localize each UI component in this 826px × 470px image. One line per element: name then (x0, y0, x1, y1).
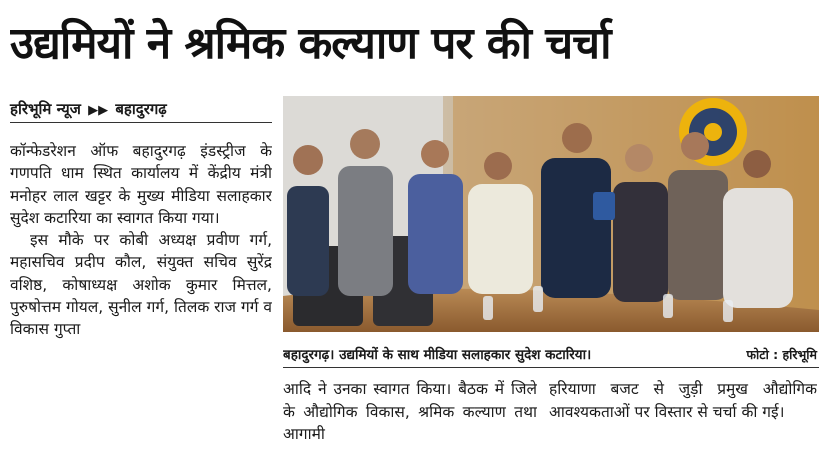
photo-caption-text: बहादुरगढ़। उद्यमियों के साथ मीडिया सलाहकार सुदेश कटारिया। (283, 347, 592, 363)
dateline (10, 96, 272, 123)
article-body-column-2 (283, 378, 537, 466)
article-body-column-1 (10, 140, 272, 460)
article-paragraph-1: कॉन्फेडरेशन ऑफ बहादुरगढ़ इंडस्ट्रीज के गणपति धाम स्थित कार्यालय में केंद्रीय मंत्री मनोहर लाल खट्टर के मुख्य मीडिया सलाहकार सुदेश कटारिया का स्वागत किया गया। (10, 142, 272, 227)
photo-credit: फोटो : हरिभूमि (746, 347, 817, 362)
article-paragraph-2: इस मौके पर कोबी अध्यक्ष प्रवीण गर्ग, महासचिव प्रदीप कौल, संयुक्त सचिव सुरेंद्र वशिष्ठ, कोषाध्यक्ष अशोक कुमार मित्तल, पुरुषोत्तम गोयल, सुनील गर्ग, तिलक राज गर्ग व विकास गुप्ता (10, 231, 272, 339)
photo-caption (283, 343, 819, 368)
article-body-column-3 (549, 378, 817, 466)
article-paragraph-3: आदि ने उनका स्वागत किया। बैठक में जिले के औद्योगिक विकास, श्रमिक कल्याण तथा आगामी (283, 380, 537, 443)
article-paragraph-4: हरियाणा बजट से जुड़ी प्रमुख औद्योगिक आवश्यकताओं पर विस्तार से चर्चा की गई। (549, 380, 817, 421)
dateline-place: बहादुरगढ़ (115, 100, 167, 118)
dateline-arrows-icon: ▶▶ (88, 103, 109, 118)
headline: उद्यमियों ने श्रमिक कल्याण पर की चर्चा (10, 18, 611, 69)
dateline-agency: हरिभूमि न्यूज (10, 100, 81, 118)
news-photo (283, 96, 819, 332)
